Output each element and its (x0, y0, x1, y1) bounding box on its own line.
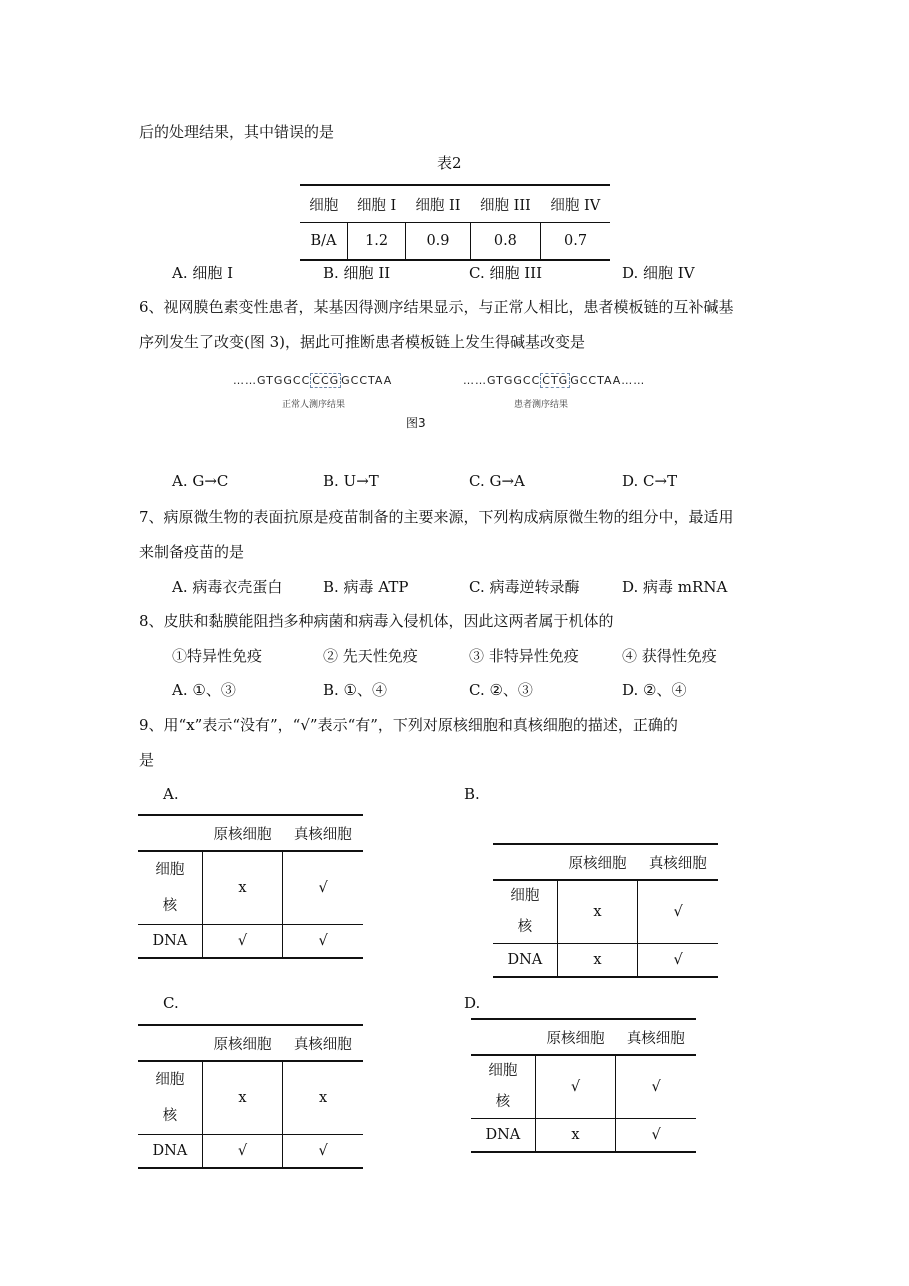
q9-text-line1: 9、用“x”表示“没有”，“√”表示“有”，下列对原核细胞和真核细胞的描述，正确的 (139, 716, 678, 734)
row-label-nucleus (471, 1055, 535, 1119)
cell: x (557, 880, 637, 944)
col-header-eukaryote: 真核细胞 (638, 844, 718, 880)
patient-seq-box: CTG (542, 374, 569, 387)
col-header-prokaryote: 原核细胞 (535, 1019, 615, 1055)
cell: x (202, 1061, 282, 1135)
row-label-nucleus (493, 880, 557, 944)
q8-item-2: ② 先天性免疫 (323, 647, 418, 665)
q8-text-line1: 8、皮肤和黏膜能阻挡多种病菌和病毒入侵机体，因此这两者属于机体的 (139, 612, 614, 630)
q9-option-b-label: B. (464, 785, 480, 803)
table2-header-cell: 细胞 IV (541, 185, 610, 223)
col-header-eukaryote: 真核细胞 (283, 815, 363, 851)
figure3-normal-sequence (233, 374, 392, 387)
intro-text: 后的处理结果，其中错误的是 (139, 123, 335, 141)
col-header-eukaryote: 真核细胞 (283, 1025, 363, 1061)
table-corner (493, 844, 557, 880)
table2-cell: 0.7 (541, 223, 610, 261)
table2-cell: 0.8 (470, 223, 540, 261)
patient-seq-pre: ……GTGGCC (463, 374, 541, 387)
q5-option-c: C. 细胞 III (469, 264, 543, 282)
q6-text-line2: 序列发生了改变(图 3)，据此可推断患者模板链上发生得碱基改变是 (139, 333, 586, 351)
row-label-dna: DNA (138, 1135, 202, 1169)
col-header-eukaryote: 真核细胞 (616, 1019, 696, 1055)
row-label-dna: DNA (493, 944, 557, 978)
cell: x (535, 1119, 615, 1153)
table2-header-cell: 细胞 I (347, 185, 405, 223)
row-label-nucleus-2: 核 (517, 919, 533, 935)
patient-seq-post: GCCTAA…… (570, 374, 646, 387)
q7-option-b: B. 病毒 ATP (323, 578, 409, 596)
cell: x (202, 851, 282, 925)
table2 (300, 184, 610, 261)
q8-option-a: A. ①、③ (172, 681, 236, 699)
cell: √ (535, 1055, 615, 1119)
row-label-nucleus-1: 细胞 (155, 862, 185, 878)
row-label-nucleus (138, 1061, 202, 1135)
q5-option-d: D. 细胞 IV (622, 264, 695, 282)
q8-option-b: B. ①、④ (323, 681, 388, 699)
q8-option-d: D. ②、④ (622, 681, 687, 699)
table2-header-cell: 细胞 III (470, 185, 540, 223)
table-corner (471, 1019, 535, 1055)
q9-option-a-label: A. (163, 785, 179, 803)
q8-item-3: ③ 非特异性免疫 (469, 647, 579, 665)
table2-cell: 0.9 (406, 223, 470, 261)
cell: √ (616, 1119, 696, 1153)
col-header-prokaryote: 原核细胞 (202, 1025, 282, 1061)
cell: √ (638, 944, 718, 978)
normal-seq-post: GCCTAA (341, 374, 393, 387)
q9-table-a (138, 814, 363, 959)
table-corner (138, 1025, 202, 1061)
col-header-prokaryote: 原核细胞 (557, 844, 637, 880)
q7-option-a: A. 病毒衣壳蛋白 (172, 578, 283, 596)
q5-option-a: A. 细胞 I (172, 264, 234, 282)
q7-option-c: C. 病毒逆转录酶 (469, 578, 580, 596)
q7-option-d: D. 病毒 mRNA (622, 578, 728, 596)
q9-text-line2: 是 (139, 751, 155, 769)
table2-cell: 1.2 (347, 223, 405, 261)
cell: √ (202, 925, 282, 959)
q9-table-b (493, 843, 718, 978)
q9-option-c-label: C. (163, 994, 179, 1012)
q6-option-a: A. G→C (172, 472, 229, 490)
col-header-prokaryote: 原核细胞 (202, 815, 282, 851)
cell: x (283, 1061, 363, 1135)
row-label-nucleus-2: 核 (162, 1108, 178, 1124)
q9-table-d (471, 1018, 696, 1153)
table2-cell: B/A (300, 223, 347, 261)
row-label-nucleus-1: 细胞 (155, 1072, 185, 1088)
table-corner (138, 815, 202, 851)
row-label-dna: DNA (138, 925, 202, 959)
q6-option-b: B. U→T (323, 472, 379, 490)
cell: √ (202, 1135, 282, 1169)
row-label-nucleus (138, 851, 202, 925)
q8-item-1: ①特异性免疫 (172, 647, 263, 665)
table2-header-cell: 细胞 (300, 185, 347, 223)
q6-option-d: D. C→T (622, 472, 678, 490)
normal-seq-box: CCG (312, 374, 340, 387)
figure3-normal-caption: 正常人测序结果 (282, 400, 346, 410)
table2-header-cell: 细胞 II (406, 185, 470, 223)
q9-table-c (138, 1024, 363, 1169)
cell: √ (283, 851, 363, 925)
cell: √ (638, 880, 718, 944)
row-label-nucleus-1: 细胞 (488, 1063, 518, 1079)
row-label-dna: DNA (471, 1119, 535, 1153)
row-label-nucleus-1: 细胞 (510, 888, 540, 904)
figure3-label: 图3 (406, 416, 426, 430)
figure3-patient-sequence (463, 374, 645, 387)
q6-text-line1: 6、视网膜色素变性患者，某基因得测序结果显示，与正常人相比，患者模板链的互补碱基 (139, 298, 734, 316)
row-label-nucleus-2: 核 (162, 898, 178, 914)
cell: √ (283, 1135, 363, 1169)
q7-text-line1: 7、病原微生物的表面抗原是疫苗制备的主要来源，下列构成病原微生物的组分中，最适用 (139, 508, 734, 526)
q8-option-c: C. ②、③ (469, 681, 533, 699)
q5-option-b: B. 细胞 II (323, 264, 391, 282)
cell: √ (616, 1055, 696, 1119)
q8-item-4: ④ 获得性免疫 (622, 647, 717, 665)
figure3-patient-caption: 患者测序结果 (514, 400, 569, 410)
row-label-nucleus-2: 核 (495, 1094, 511, 1110)
q9-option-d-label: D. (464, 994, 481, 1012)
cell: √ (283, 925, 363, 959)
q7-text-line2: 来制备疫苗的是 (139, 543, 245, 561)
table2-title: 表2 (437, 154, 462, 172)
q6-option-c: C. G→A (469, 472, 525, 490)
cell: x (557, 944, 637, 978)
normal-seq-pre: ……GTGGCC (233, 374, 311, 387)
